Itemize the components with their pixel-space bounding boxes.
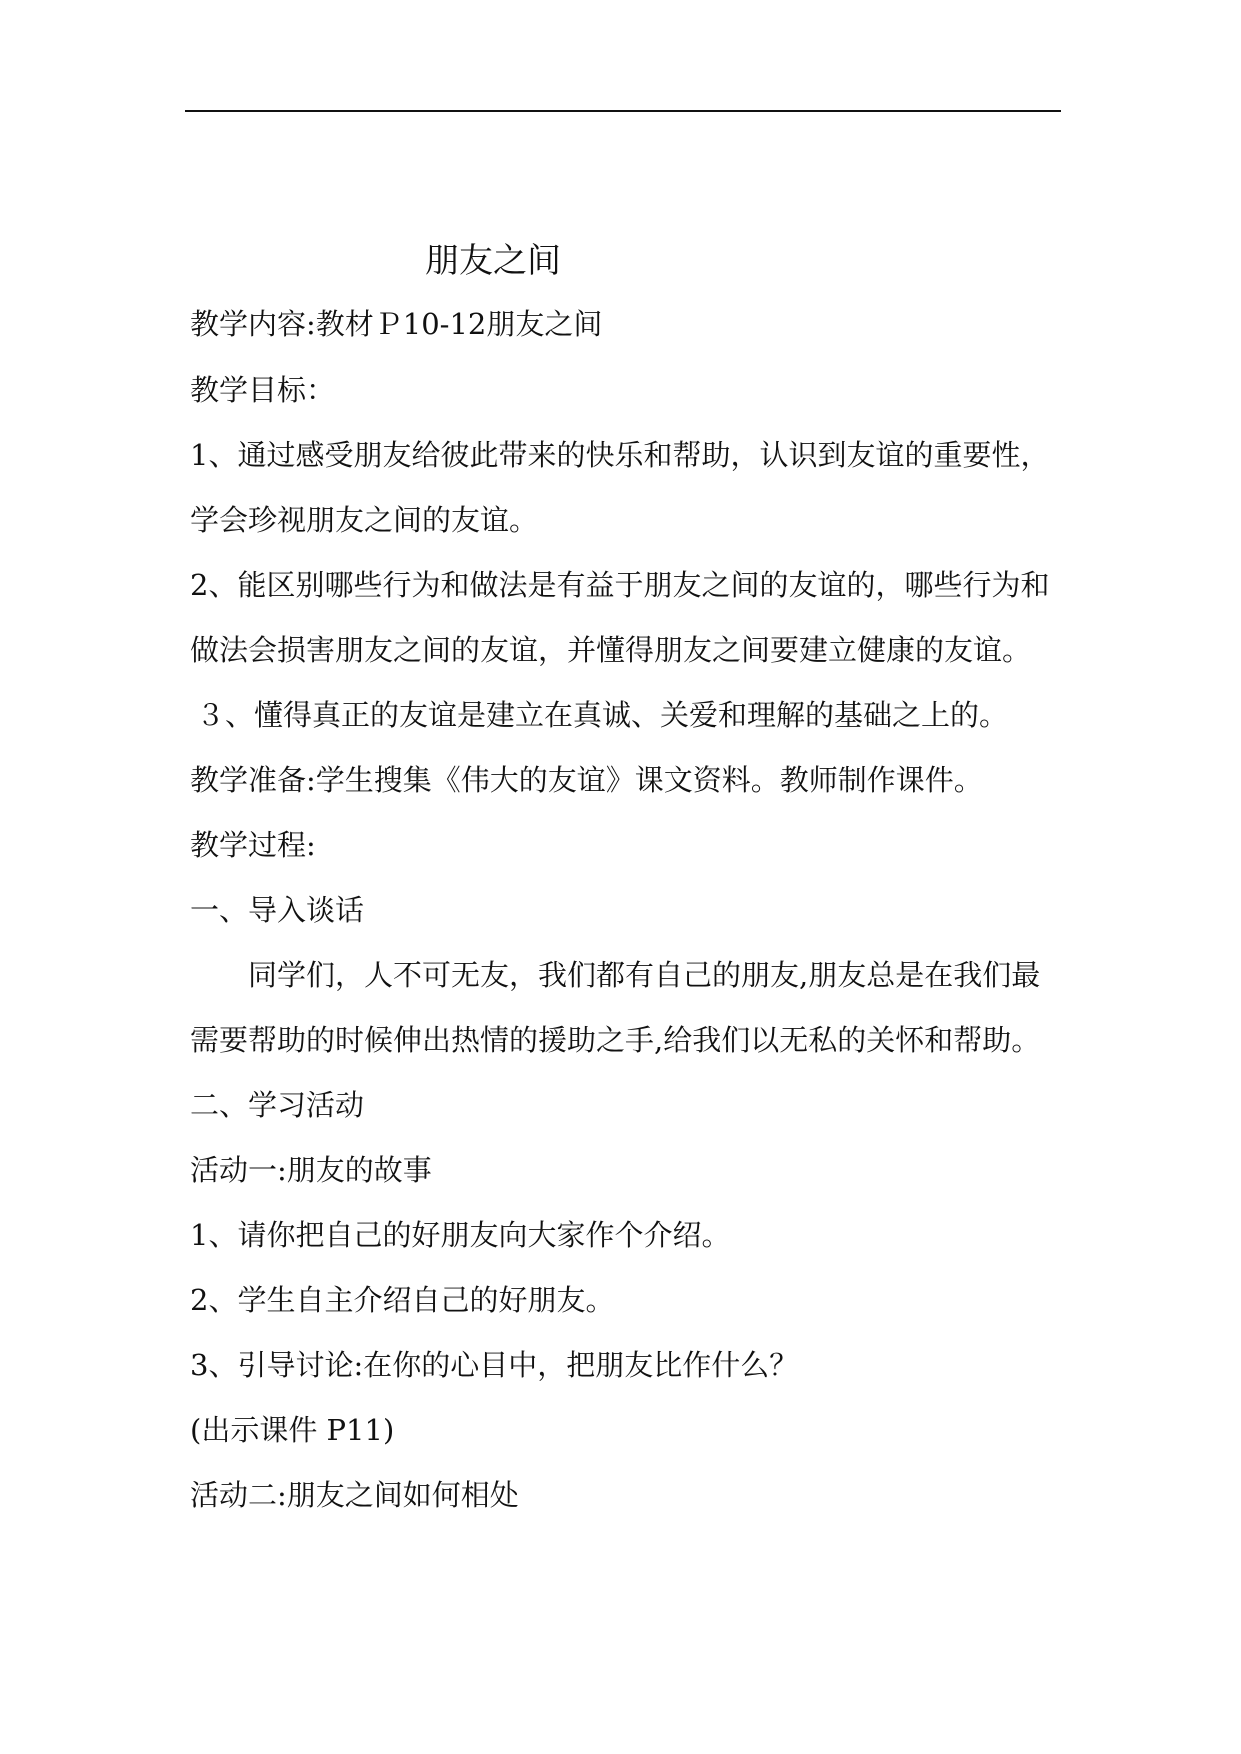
goal-1-line-1: 1、通过感受朋友给彼此带来的快乐和帮助，认识到友谊的重要性， xyxy=(190,438,1050,472)
teaching-process-heading: 教学过程: xyxy=(190,828,316,862)
teaching-goals-heading: 教学目标： xyxy=(190,373,336,407)
teaching-preparation-line: 教学准备:学生搜集《伟大的友谊》课文资料。教师制作课件。 xyxy=(190,763,983,797)
activity-1-step-3: 3、引导讨论:在你的心目中，把朋友比作什么？ xyxy=(190,1348,799,1382)
goal-2-line-2: 做法会损害朋友之间的友谊，并懂得朋友之间要建立健康的友谊。 xyxy=(190,633,1032,667)
section-2-heading: 二、学习活动 xyxy=(190,1088,365,1122)
section-1-heading: 一、导入谈话 xyxy=(190,893,365,927)
activity-1-step-1: 1、请你把自己的好朋友向大家作个介绍。 xyxy=(190,1218,731,1252)
courseware-note: (出示课件 P11) xyxy=(190,1413,395,1447)
intro-paragraph-line-1: 同学们，人不可无友，我们都有自己的朋友,朋友总是在我们最 xyxy=(248,958,1041,992)
header-rule xyxy=(185,110,1061,112)
document-title: 朋友之间 xyxy=(425,241,561,281)
activity-1-step-2: 2、学生自主介绍自己的好朋友。 xyxy=(190,1283,615,1317)
activity-1-heading: 活动一:朋友的故事 xyxy=(190,1153,432,1187)
intro-paragraph-line-2: 需要帮助的时候伸出热情的援助之手,给我们以无私的关怀和帮助。 xyxy=(190,1023,1041,1057)
goal-3-line: ３、懂得真正的友谊是建立在真诚、关爱和理解的基础之上的。 xyxy=(196,698,1009,732)
activity-2-heading: 活动二:朋友之间如何相处 xyxy=(190,1478,519,1512)
goal-2-line-1: 2、能区别哪些行为和做法是有益于朋友之间的友谊的，哪些行为和 xyxy=(190,568,1050,602)
teaching-content-line: 教学内容:教材Ｐ10-12朋友之间 xyxy=(190,307,603,341)
goal-1-line-2: 学会珍视朋友之间的友谊。 xyxy=(190,503,539,537)
